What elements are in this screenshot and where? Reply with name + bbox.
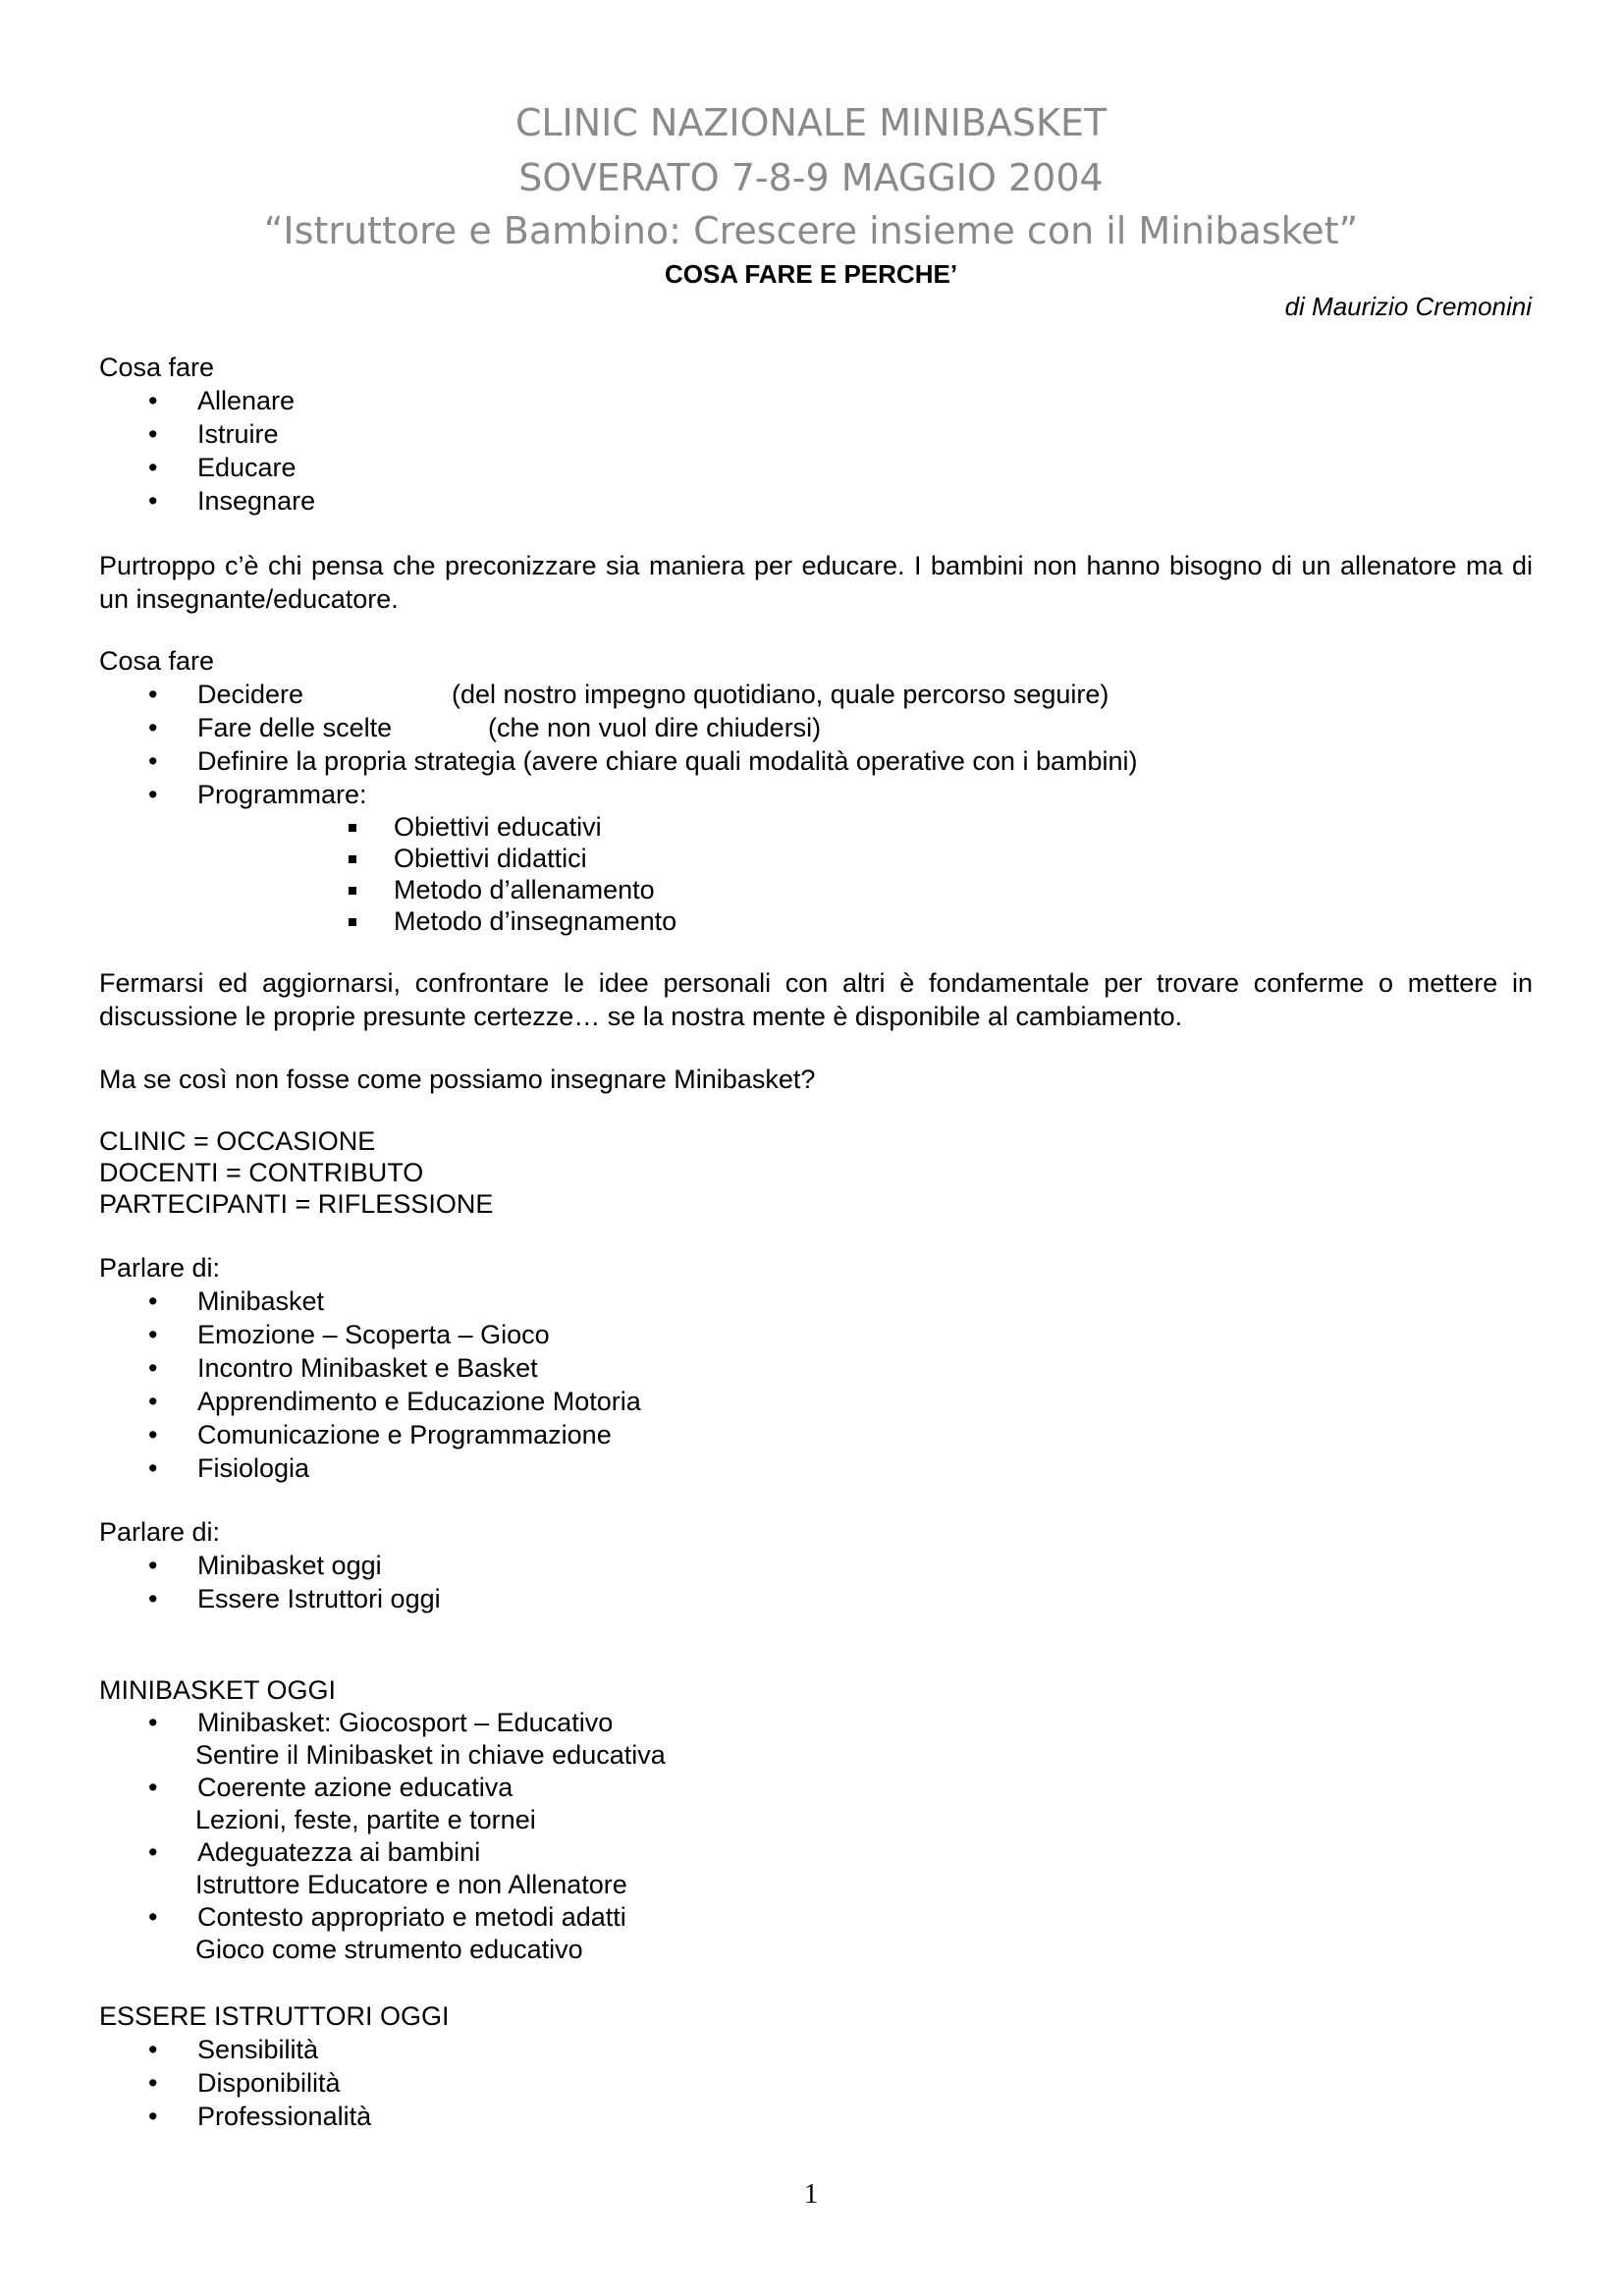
section-cosa-fare-1: [99, 351, 1533, 518]
bullet-list: [99, 1707, 1533, 1966]
author-line: di Maurizio Cremonini: [1284, 292, 1532, 321]
list-item: • Insegnare: [99, 484, 1533, 518]
section-title: MINIBASKET OGGI: [99, 1675, 337, 1705]
paragraph-text: Fermarsi ed aggiornarsi, confrontare le idee personali con altri è fondamentale per trovare conferme o mettere in discussione le proprie presunte certezze… se la nostra mente è disponibile al cambiamento.: [99, 968, 1533, 1031]
section-parlare-di-1: [99, 1251, 1533, 1485]
bullet-list: [99, 1285, 1533, 1485]
paragraph-text: Ma se così non fosse come possiamo insegnare Minibasket?: [99, 1065, 816, 1094]
list-item: • Disponibilità: [99, 2066, 1533, 2100]
item-label: Fare delle scelte: [197, 713, 393, 742]
item-label: Decidere: [197, 680, 304, 709]
section-title: Cosa fare: [99, 353, 215, 382]
list-item: [99, 1772, 1533, 1836]
list-item: • Essere Istruttori oggi: [99, 1582, 1533, 1615]
bullet-list: [99, 1549, 1533, 1615]
paragraph-aggiornarsi: [99, 966, 1533, 1033]
item-sub: Gioco come strumento educativo: [195, 1935, 583, 1964]
sub-list-item: Obiettivi educativi: [99, 811, 1533, 843]
item-note: (del nostro impegno quotidiano, quale percorso seguire): [452, 680, 1109, 709]
item-label: • Coerente azione educativa: [197, 1773, 514, 1802]
sub-list: [99, 811, 1533, 937]
list-item: [99, 1836, 1533, 1901]
item-sub: Sentire il Minibasket in chiave educativa: [195, 1740, 666, 1770]
section-minibasket-oggi: [99, 1674, 1533, 1966]
list-item: • Minibasket oggi: [99, 1549, 1533, 1582]
document-subtitle: COSA FARE E PERCHE’: [664, 259, 958, 289]
item-label: • Contesto appropriato e metodi adatti: [197, 1902, 626, 1932]
paragraph-preconizzare: [99, 549, 1533, 616]
list-item: [99, 678, 1533, 711]
list-item: • Minibasket: [99, 1285, 1533, 1318]
list-item: • Sensibilità: [99, 2033, 1533, 2066]
sub-list-item: Metodo d’insegnamento: [99, 905, 1533, 937]
item-sub: Istruttore Educatore e non Allenatore: [195, 1870, 627, 1899]
section-title: Parlare di:: [99, 1253, 221, 1283]
list-item: • Educare: [99, 451, 1533, 484]
paragraph-text: Purtroppo c’è chi pensa che preconizzare sia maniera per educare. I bambini non hanno bisogno di un allenatore ma di un insegnante/educatore.: [99, 551, 1533, 614]
item-note: (che non vuol dire chiudersi): [488, 713, 822, 742]
list-item: • Professionalità: [99, 2100, 1533, 2133]
item-sub: Lezioni, feste, partite e tornei: [195, 1805, 536, 1834]
equations-block: [99, 1125, 1533, 1220]
list-item: [99, 711, 1533, 744]
section-title: Cosa fare: [99, 646, 215, 676]
bullet-list: [99, 678, 1533, 811]
list-item: • Comunicazione e Programmazione: [99, 1418, 1533, 1451]
section-title: Parlare di:: [99, 1517, 221, 1547]
header-event: SOVERATO 7-8-9 MAGGIO 2004: [518, 156, 1104, 199]
list-item: • Apprendimento e Educazione Motoria: [99, 1385, 1533, 1418]
list-item: • Definire la propria strategia (avere chiare quali modalità operative con i bambini): [99, 744, 1533, 778]
equation-line: PARTECIPANTI = RIFLESSIONE: [99, 1189, 494, 1219]
header-title: CLINIC NAZIONALE MINIBASKET: [514, 101, 1108, 144]
list-item: • Istruire: [99, 417, 1533, 451]
sub-list-item: Metodo d’allenamento: [99, 874, 1533, 905]
equation-line: DOCENTI = CONTRIBUTO: [99, 1158, 424, 1187]
sub-list-item: Obiettivi didattici: [99, 843, 1533, 874]
list-item: • Emozione – Scoperta – Gioco: [99, 1318, 1533, 1351]
section-parlare-di-2: [99, 1515, 1533, 1615]
list-item: • Fisiologia: [99, 1451, 1533, 1485]
section-essere-istruttori-oggi: [99, 1999, 1533, 2133]
section-title: ESSERE ISTRUTTORI OGGI: [99, 2001, 450, 2031]
list-item: [99, 1707, 1533, 1772]
paragraph-question: [99, 1063, 1533, 1096]
list-item: • Programmare:: [99, 778, 1533, 811]
section-cosa-fare-2: [99, 644, 1533, 937]
page-number: 1: [803, 2178, 819, 2210]
item-label: • Adeguatezza ai bambini: [197, 1837, 481, 1867]
list-item: • Allenare: [99, 384, 1533, 417]
equation-line: CLINIC = OCCASIONE: [99, 1126, 376, 1156]
item-label: • Minibasket: Giocosport – Educativo: [197, 1708, 614, 1737]
list-item: • Incontro Minibasket e Basket: [99, 1351, 1533, 1385]
bullet-list: [99, 2033, 1533, 2133]
header-theme: “Istruttore e Bambino: Crescere insieme con il Minibasket”: [263, 209, 1359, 252]
bullet-list: [99, 384, 1533, 518]
list-item: [99, 1901, 1533, 1966]
